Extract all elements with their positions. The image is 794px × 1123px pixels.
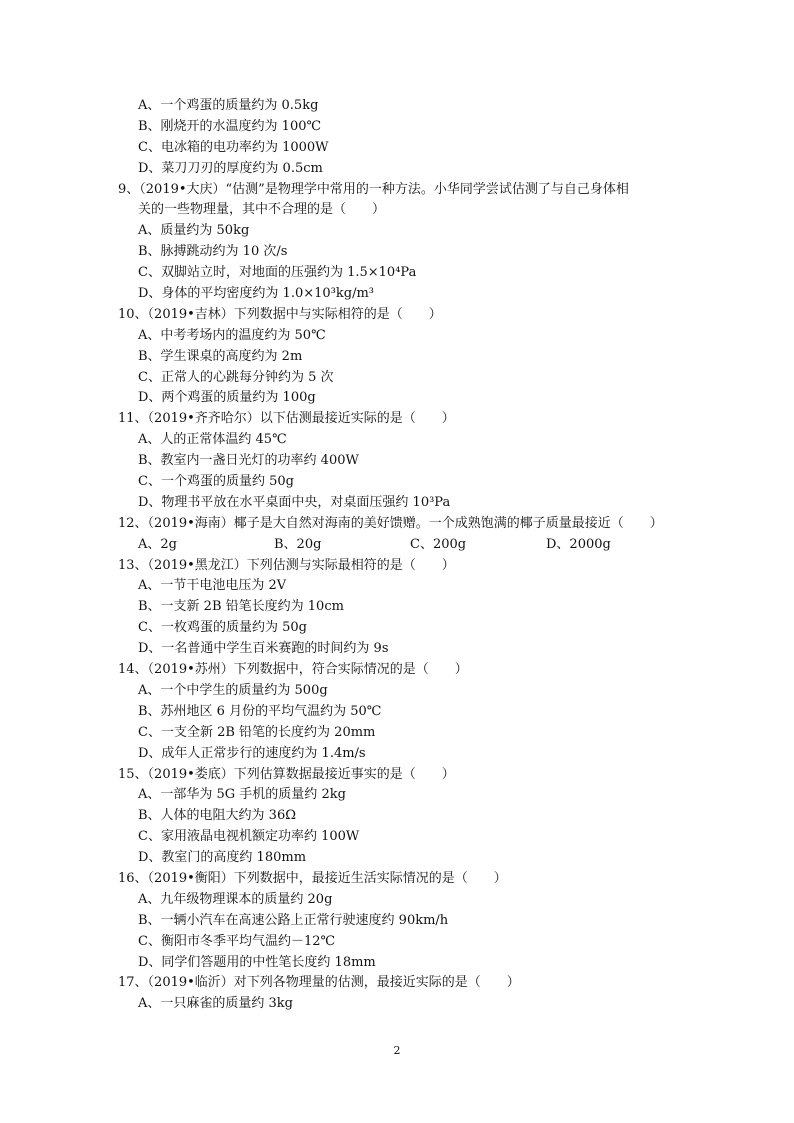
option-item: D、2000g xyxy=(546,536,611,552)
question-list xyxy=(118,96,688,1015)
option-item: C、200g xyxy=(410,536,467,552)
answer-option: C、一支全新 2B 铅笔的长度约为 20mm xyxy=(138,724,376,740)
answer-option: B、刚烧开的水温度约为 100℃ xyxy=(138,118,322,134)
answer-option: A、人的正常体温约 45℃ xyxy=(138,432,287,448)
question-stem-continued: 关的一些物理量，其中不合理的是（ ） xyxy=(138,202,386,218)
question-stem: 16、（2019•衡阳）下列数据中，最接近生活实际情况的是（ ） xyxy=(118,870,507,886)
answer-option: A、一只麻雀的质量约 3kg xyxy=(138,996,293,1012)
answer-option: D、成年人正常步行的速度约为 1.4m/s xyxy=(138,745,366,761)
answer-option: A、一个鸡蛋的质量约为 0.5kg xyxy=(138,98,319,113)
answer-option: C、一个鸡蛋的质量约 50g xyxy=(138,474,294,490)
answer-option: C、双脚站立时，对地面的压强约为 1.5×10⁴Pa xyxy=(138,265,417,281)
answer-option: D、物理书平放在水平桌面中央，对桌面压强约 10³Pa xyxy=(138,494,451,510)
answer-option: C、衡阳市冬季平均气温约－12℃ xyxy=(138,933,336,949)
option-row xyxy=(118,535,688,556)
answer-option: D、菜刀刀刃的厚度约为 0.5cm xyxy=(138,160,323,176)
answer-option: B、苏州地区 6 月份的平均气温约为 50℃ xyxy=(138,703,382,719)
answer-option: D、一名普通中学生百米赛跑的时间约为 9s xyxy=(138,641,389,657)
question-stem: 14、（2019•苏州）下列数据中，符合实际情况的是（ ） xyxy=(118,662,468,678)
answer-option: C、家用液晶电视机额定功率约 100W xyxy=(138,829,360,845)
answer-option: D、同学们答题用的中性笔长度约 18mm xyxy=(138,954,376,970)
answer-option: D、教室门的高度约 180mm xyxy=(138,850,307,866)
answer-option: A、一节干电池电压为 2V xyxy=(138,578,287,594)
answer-option: D、身体的平均密度约为 1.0×10³kg/m³ xyxy=(138,286,374,302)
answer-option: C、一枚鸡蛋的质量约为 50g xyxy=(138,620,307,636)
question-stem: 15、（2019•娄底）下列估算数据最接近事实的是（ ） xyxy=(118,766,455,782)
answer-option: D、两个鸡蛋的质量约为 100g xyxy=(138,390,316,406)
option-item: A、2g xyxy=(138,536,177,552)
question-stem: 9、（2019•大庆）“估测”是物理学中常用的一种方法。小华同学尝试估测了与自己身体相 xyxy=(118,181,629,197)
question-stem: 17、（2019•临沂）对下列各物理量的估测，最接近实际的是（ ） xyxy=(118,975,520,991)
question-stem: 11、（2019•齐齐哈尔）以下估测最接近实际的是（ ） xyxy=(118,411,455,427)
question-stem: 12、（2019•海南）椰子是大自然对海南的美好馈赠。一个成熟饱满的椰子质量最接近（ ） xyxy=(118,515,663,531)
question-stem: 13、（2019•黑龙江）下列估测与实际最相符的是（ ） xyxy=(118,557,455,573)
answer-option: C、正常人的心跳每分钟约为 5 次 xyxy=(138,369,334,385)
option-item: B、20g xyxy=(274,536,322,552)
answer-option: A、质量约为 50kg xyxy=(138,223,250,239)
answer-option: B、教室内一盏日光灯的功率约 400W xyxy=(138,453,359,469)
answer-option: A、九年级物理课本的质量约 20g xyxy=(138,891,333,907)
answer-option: A、中考考场内的温度约为 50℃ xyxy=(138,327,326,343)
answer-option: B、学生课桌的高度约为 2m xyxy=(138,348,303,364)
answer-option: B、一支新 2B 铅笔长度约为 10cm xyxy=(138,599,344,615)
page-number: 2 xyxy=(393,1044,401,1057)
question-stem: 10、（2019•吉林）下列数据中与实际相符的是（ ） xyxy=(118,306,442,322)
answer-option: B、一辆小汽车在高速公路上正常行驶速度约 90km/h xyxy=(138,912,449,928)
answer-option: A、一个中学生的质量约为 500g xyxy=(138,682,328,698)
answer-option: B、脉搏跳动约为 10 次/s xyxy=(138,244,288,260)
answer-option: C、电冰箱的电功率约为 1000W xyxy=(138,139,329,155)
answer-option: A、一部华为 5G 手机的质量约 2kg xyxy=(138,787,346,803)
answer-option: B、人体的电阻大约为 36Ω xyxy=(138,808,297,824)
